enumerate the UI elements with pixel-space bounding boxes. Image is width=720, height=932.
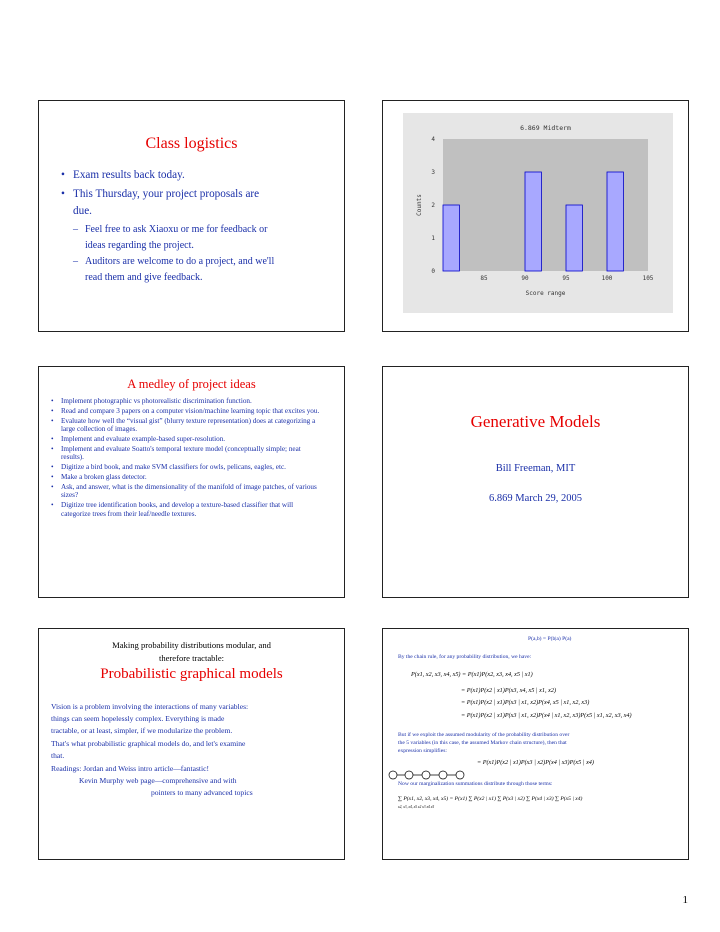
pretitle-line: Making probability distributions modular, and	[112, 640, 271, 650]
bullet-item	[61, 186, 326, 220]
readings-line: Kevin Murphy web page—comprehensive and with	[79, 776, 237, 785]
histogram-chart	[383, 101, 688, 331]
slide-chain-rule	[382, 628, 689, 860]
subbullet-text-cont: read them and give feedback.	[85, 272, 203, 283]
idea-item: • Implement and evaluate Soatto's temporal texture model (conceptually simple; neat results).	[51, 445, 322, 462]
simplification-text: But if we exploit the assumed modularity of the probability distribution over	[398, 732, 570, 738]
para-line: that.	[51, 750, 65, 760]
idea-item: • Ask, and answer, what is the dimensionality of the manifold of image patches, of various sizes?	[51, 483, 322, 500]
x-tick-label: 100	[601, 275, 613, 282]
histogram-bar	[607, 172, 623, 271]
idea-item: • Implement and evaluate example-based super-resolution.	[51, 435, 322, 444]
equation-4: = P(x1)P(x2 | x1)P(x3 | x1, x2)P(x4 | x1, x2, x3)P(x5 | x1, x2, x3, x4)	[461, 712, 632, 719]
bullet-list	[61, 167, 326, 286]
histogram-bar	[566, 205, 582, 271]
subbullet-text: Auditors are welcome to do a project, and we'll	[85, 256, 275, 267]
idea-item: • Make a broken glass detector.	[51, 473, 322, 482]
histogram-bar	[443, 205, 459, 271]
chart-title: 6.869 Midterm	[520, 124, 571, 132]
x-tick-label: 85	[480, 275, 488, 282]
idea-item: • Read and compare 3 papers on a computer vision/machine learning topic that excites you.	[51, 407, 322, 416]
y-tick-label: 0	[431, 268, 435, 275]
slide-midterm-chart	[382, 100, 689, 332]
readings-line: Readings: Jordan and Weiss intro article—fantastic!	[51, 764, 210, 773]
markov-node	[439, 771, 447, 779]
y-tick-label: 1	[431, 235, 435, 242]
simplification-text: the 5 variables (in this case, the assumed Markov chain structure), then that	[398, 740, 567, 746]
markov-node	[456, 771, 464, 779]
x-tick-label: 95	[562, 275, 570, 282]
bullet-text-cont: due.	[73, 205, 92, 217]
intro-paragraph	[51, 701, 330, 762]
y-tick-label: 3	[431, 169, 435, 176]
course-date: 6.869 March 29, 2005	[488, 493, 583, 504]
y-tick-label: 2	[431, 202, 435, 209]
author: Bill Freeman, MIT	[495, 463, 576, 474]
markov-node	[422, 771, 430, 779]
slide-title: Class logistics	[145, 135, 238, 152]
slide-graphical-models	[38, 628, 345, 860]
y-axis-label: Counts	[416, 194, 423, 216]
para-line: That's what probabilistic graphical models do, and let's examine	[51, 738, 246, 748]
bayes-rule: P(a,b) = P(b|a) P(a)	[528, 636, 572, 642]
pretitle-line: therefore tractable:	[158, 653, 225, 663]
bullet-text: Exam results back today.	[73, 169, 185, 181]
slide-project-ideas	[38, 366, 345, 598]
y-tick-label: 4	[431, 136, 435, 143]
bullet-text: This Thursday, your project proposals are	[73, 188, 260, 200]
subbullet-item: – Feel free to ask Xiaoxu or me for feedback or ideas regarding the project.	[73, 224, 268, 251]
chain-rule-text: By the chain rule, for any probability distribution, we have:	[398, 654, 532, 660]
x-axis-label: Score range	[525, 290, 566, 297]
slide-title: A medley of project ideas	[127, 377, 256, 391]
simplification-text: expression simplifies:	[398, 748, 447, 754]
slide-title: Generative Models	[470, 412, 601, 431]
idea-item: • Digitize tree identification books, and develop a texture-based classifier that will categorize trees from their leaf/needle textures.	[51, 501, 322, 518]
page-number: 1	[682, 894, 688, 906]
x-tick-label: 90	[521, 275, 529, 282]
subbullet-text-cont: ideas regarding the project.	[85, 240, 194, 251]
idea-item: • Digitize a bird book, and make SVM classifiers for owls, pelicans, eagles, etc.	[51, 463, 322, 472]
equation-5: = P(x1)P(x2 | x1)P(x3 | x2)P(x4 | x3)P(x5 | x4)	[477, 759, 594, 766]
equation-3: = P(x1)P(x2 | x1)P(x3 | x1, x2)P(x4, x5 | x1, x2, x3)	[461, 699, 590, 706]
para-line: Vision is a problem involving the interactions of many variables:	[51, 702, 249, 711]
idea-item: • Evaluate how well the “visual gist” (blurry texture representation) does at categorizing a large collection of images.	[51, 417, 322, 434]
slide-title: Probabilistic graphical models	[100, 666, 283, 682]
x-tick-label: 105	[642, 275, 654, 282]
para-line: things can seem hopelessly complex. Everything is made	[51, 714, 225, 724]
equation-1: P(x1, x2, x3, x4, x5) = P(x1)P(x2, x3, x4, x5 | x1)	[411, 671, 533, 678]
marginalization-text: Now our marginalization summations distribute through those terms:	[398, 781, 553, 787]
markov-node	[389, 771, 397, 779]
equation-6: ∑ P(x1, x2, x3, x4, x5) = P(x1) ∑ P(x2 | x1) ∑ P(x3 | x2) ∑ P(x4 | x3) ∑ P(x5 | x4)	[398, 796, 583, 802]
subbullet-item: – Auditors are welcome to do a project, and we'll read them and give feedback.	[73, 256, 275, 283]
idea-item: • Implement photographic vs photorealistic discrimination function.	[51, 397, 322, 406]
para-line: tractable, or at least, simpler, if we modularize the problem.	[51, 726, 233, 736]
histogram-bar	[525, 172, 541, 271]
equation-2: = P(x1)P(x2 | x1)P(x3, x4, x5 | x1, x2)	[461, 687, 557, 694]
slide-generative-models	[382, 366, 689, 598]
slide-pretitle	[39, 639, 344, 665]
readings-line: pointers to many advanced topics	[151, 788, 253, 797]
markov-node	[405, 771, 413, 779]
bullet-item	[61, 167, 326, 184]
equation-6-subscripts: x2, x3, x4, x5 x2 x3 x4 x5	[398, 805, 435, 809]
idea-list	[51, 397, 322, 519]
subbullet-text: Feel free to ask Xiaoxu or me for feedback or	[85, 224, 268, 235]
slide-class-logistics	[38, 100, 345, 332]
